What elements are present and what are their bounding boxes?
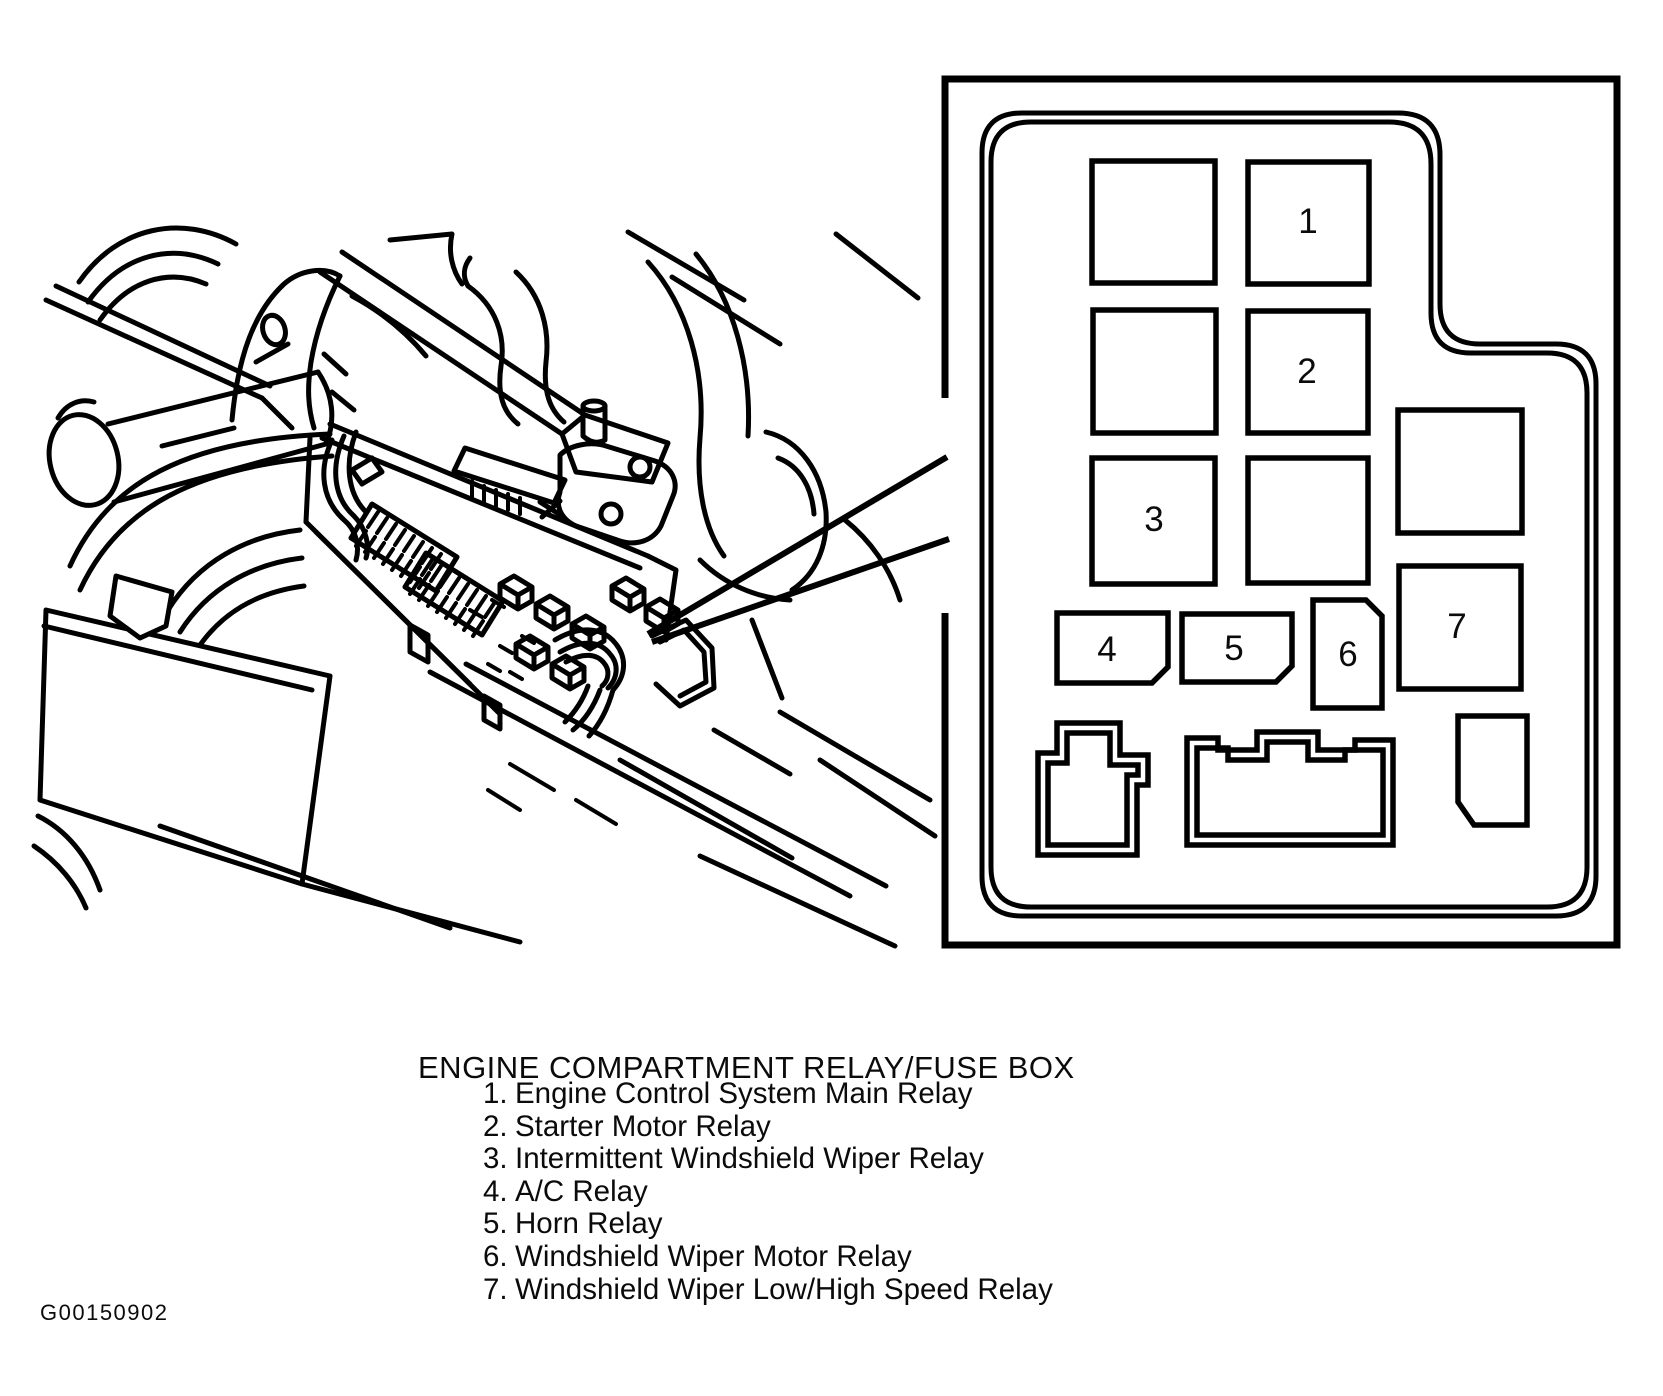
legend-item-label: Engine Control System Main Relay: [515, 1077, 973, 1110]
relay-slot-5-label: 5: [1224, 629, 1244, 668]
relay-slot-7-label: 7: [1447, 607, 1467, 646]
relay-slot-6-label: 6: [1338, 635, 1358, 674]
legend-item: [483, 1241, 1053, 1274]
legend-item-label: Windshield Wiper Low/High Speed Relay: [515, 1272, 1053, 1306]
legend-item: [483, 1111, 1053, 1144]
legend-item-number: 1.: [483, 1077, 508, 1110]
legend-item-number: 2.: [483, 1109, 508, 1143]
relay-slot-1-label: 1: [1298, 202, 1318, 241]
legend-item: [483, 1208, 1053, 1241]
pointer-line-upper: [648, 457, 947, 634]
empty-slot-c: [1248, 458, 1368, 583]
relay-slot-3-label: 3: [1144, 500, 1164, 539]
pointer-line-lower: [652, 539, 949, 642]
legend-item-number: 6.: [483, 1239, 508, 1273]
legend-item-number: 5.: [483, 1207, 508, 1241]
magnifier-pointer-lines: [648, 457, 949, 642]
legend-item-number: 3.: [483, 1142, 508, 1176]
diagram-title: ENGINE COMPARTMENT RELAY/FUSE BOX: [418, 1050, 1075, 1085]
legend-item-label: Starter Motor Relay: [515, 1109, 771, 1143]
legend-item-label: Windshield Wiper Motor Relay: [515, 1239, 912, 1273]
legend-item: [483, 1176, 1053, 1209]
cover-panel: [40, 610, 330, 884]
legend: [483, 1078, 1053, 1306]
legend-item: [483, 1143, 1053, 1176]
legend-item-number: 7.: [483, 1272, 508, 1306]
legend-item-label: A/C Relay: [515, 1174, 648, 1208]
legend-item: [483, 1078, 1053, 1111]
legend-item: [483, 1274, 1053, 1307]
connector-socket-small: [1038, 723, 1148, 855]
fusebox-diagram: [945, 79, 1617, 945]
empty-slot-e: [1458, 716, 1527, 825]
empty-slot-d: [1398, 410, 1522, 533]
connector-socket-small: [1048, 733, 1138, 845]
connector-socket-large: [1197, 742, 1383, 835]
legend-item-number: 4.: [483, 1174, 508, 1208]
empty-slot-b: [1093, 310, 1216, 433]
fuse-cubes: [500, 576, 532, 609]
engine-bay-illustration: [34, 228, 935, 946]
relay-slot-4-label: 4: [1097, 630, 1117, 669]
legend-item-label: Intermittent Windshield Wiper Relay: [515, 1142, 984, 1176]
empty-slot-a: [1092, 161, 1215, 283]
figure-id: G00150902: [40, 1300, 169, 1325]
relay-slot-2-label: 2: [1297, 352, 1317, 391]
legend-item-label: Horn Relay: [515, 1207, 663, 1241]
